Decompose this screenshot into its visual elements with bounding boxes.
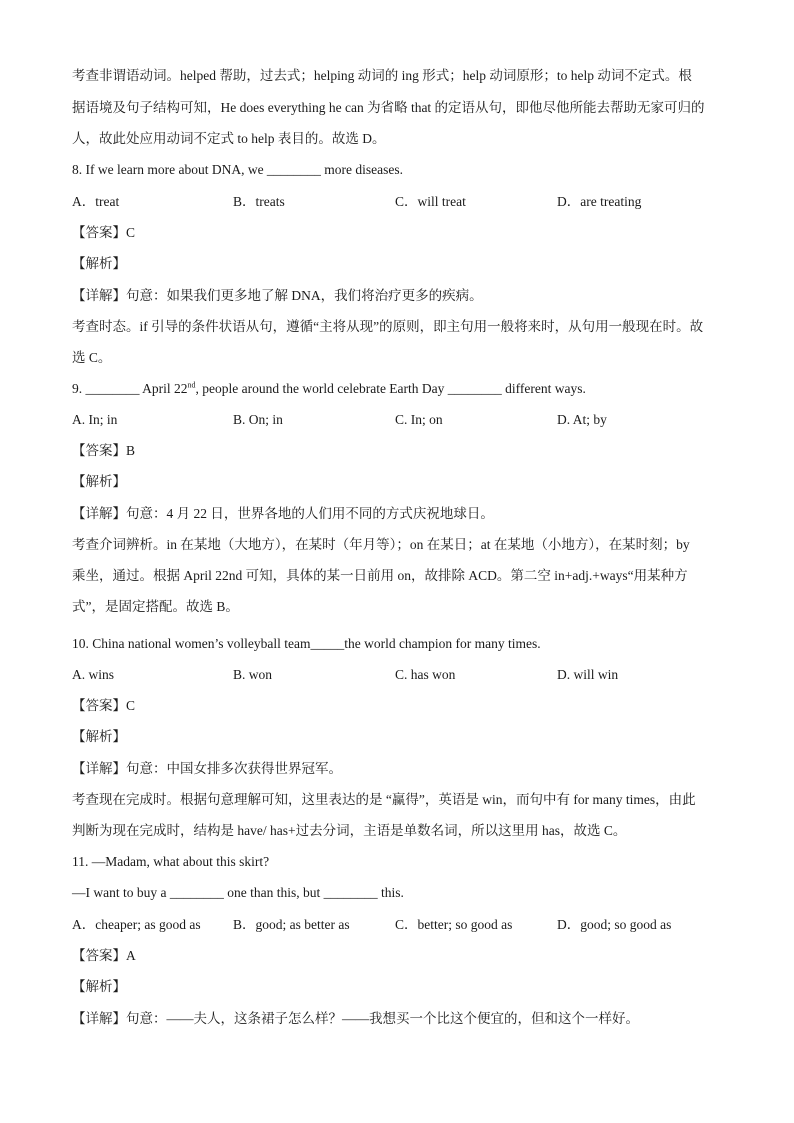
- q9-stem-part-b: , people around the world celebrate Earth Day ________ different ways.: [195, 381, 586, 396]
- q8-option-a: A．treat: [72, 194, 120, 209]
- q8-answer-value: C: [126, 225, 136, 240]
- q10-option-d: D. will win: [557, 667, 619, 682]
- q10-option-b: B. won: [233, 667, 273, 682]
- q11-option-b: B．good; as better as: [233, 917, 350, 932]
- q11-option-d: D．good; so good as: [557, 917, 672, 932]
- answer-label: 【答案】: [72, 225, 126, 240]
- q10-option-a: A. wins: [72, 667, 115, 682]
- q11-option-c: C．better; so good as: [395, 917, 513, 932]
- q8-analysis-label: 【解析】: [72, 256, 126, 271]
- q11-detail-text: 句意：——夫人，这条裙子怎么样？——我想买一个比这个便宜的，但和这个一样好。: [126, 1011, 639, 1026]
- intro-line-2: 据语境及句子结构可知，He does everything he can 为省略 that 的定语从句，即他尽他所能去帮助无家可归的: [72, 100, 705, 115]
- q10-explanation-2: 判断为现在完成时，结构是 have/ has+过去分词，主语是单数名词，所以这里用 has，故选 C。: [72, 823, 627, 838]
- q8-detail-text: 句意：如果我们更多地了解 DNA，我们将治疗更多的疾病。: [126, 288, 483, 303]
- q9-answer: [72, 442, 732, 460]
- q11-answer: [72, 947, 732, 965]
- q9-option-a: A. In; in: [72, 412, 118, 427]
- q9-explanation-3: 式”，是固定搭配。故选 B。: [72, 599, 239, 614]
- q8-option-c: C．will treat: [395, 194, 466, 209]
- q8-explanation-2: 选 C。: [72, 350, 112, 365]
- answer-label: 【答案】: [72, 443, 126, 458]
- q9-option-c: C. In; on: [395, 412, 443, 427]
- intro-line-3: 人，故此处应用动词不定式 to help 表目的。故选 D。: [72, 131, 386, 146]
- q8-answer: [72, 224, 732, 242]
- intro-line-1: 考查非谓语动词。helped 帮助，过去式；helping 动词的 ing 形式；help 动词原形；to help 动词不定式。根: [72, 68, 692, 83]
- q9-option-b: B. On; in: [233, 412, 283, 427]
- q10-analysis-label: 【解析】: [72, 729, 126, 744]
- q9-analysis-label: 【解析】: [72, 474, 126, 489]
- q9-stem-sup: nd: [187, 380, 196, 390]
- q9-answer-value: B: [126, 443, 136, 458]
- q11-answer-value: A: [126, 948, 136, 963]
- q11-stem-1: 11. —Madam, what about this skirt?: [72, 854, 270, 869]
- q11-detail: [72, 1010, 732, 1028]
- q10-explanation-1: 考查现在完成时。根据句意理解可知，这里表达的是 “赢得”，英语是 win，而句中有 for many times，由此: [72, 792, 696, 807]
- q8-option-b: B．treats: [233, 194, 285, 209]
- detail-label: 【详解】: [72, 761, 126, 776]
- detail-label: 【详解】: [72, 1011, 126, 1026]
- q11-option-a: A．cheaper; as good as: [72, 917, 201, 932]
- q11-stem-2: —I want to buy a ________ one than this, but ________ this.: [72, 885, 404, 900]
- q10-answer: [72, 697, 732, 715]
- q10-detail-text: 句意：中国女排多次获得世界冠军。: [126, 761, 342, 776]
- q10-option-c: C. has won: [395, 667, 456, 682]
- answer-label: 【答案】: [72, 698, 126, 713]
- detail-label: 【详解】: [72, 288, 126, 303]
- q10-stem: 10. China national women’s volleyball team_____the world champion for many times.: [72, 636, 541, 651]
- detail-label: 【详解】: [72, 506, 126, 521]
- q8-option-d: D．are treating: [557, 194, 642, 209]
- q10-answer-value: C: [126, 698, 136, 713]
- q8-detail: [72, 287, 732, 305]
- q9-explanation-1: 考查介词辨析。in 在某地（大地方），在某时（年月等）；on 在某日；at 在某地（小地方），在某时刻；by: [72, 537, 690, 552]
- q9-stem-part-a: 9. ________ April 22: [72, 381, 188, 396]
- q9-detail: [72, 505, 732, 523]
- q11-analysis-label: 【解析】: [72, 979, 126, 994]
- q9-stem: [72, 380, 732, 398]
- q8-explanation-1: 考查时态。if 引导的条件状语从句，遵循“主将从现”的原则，即主句用一般将来时，从句用一般现在时。故: [72, 319, 704, 334]
- q9-option-d: D. At; by: [557, 412, 607, 427]
- q10-detail: [72, 760, 732, 778]
- answer-label: 【答案】: [72, 948, 126, 963]
- q9-detail-text: 句意：4 月 22 日，世界各地的人们用不同的方式庆祝地球日。: [126, 506, 494, 521]
- q9-explanation-2: 乘坐，通过。根据 April 22nd 可知，具体的某一日前用 on，故排除 ACD。第二空 in+adj.+ways“用某种方: [72, 568, 688, 583]
- q8-stem: 8. If we learn more about DNA, we ________ more diseases.: [72, 162, 404, 177]
